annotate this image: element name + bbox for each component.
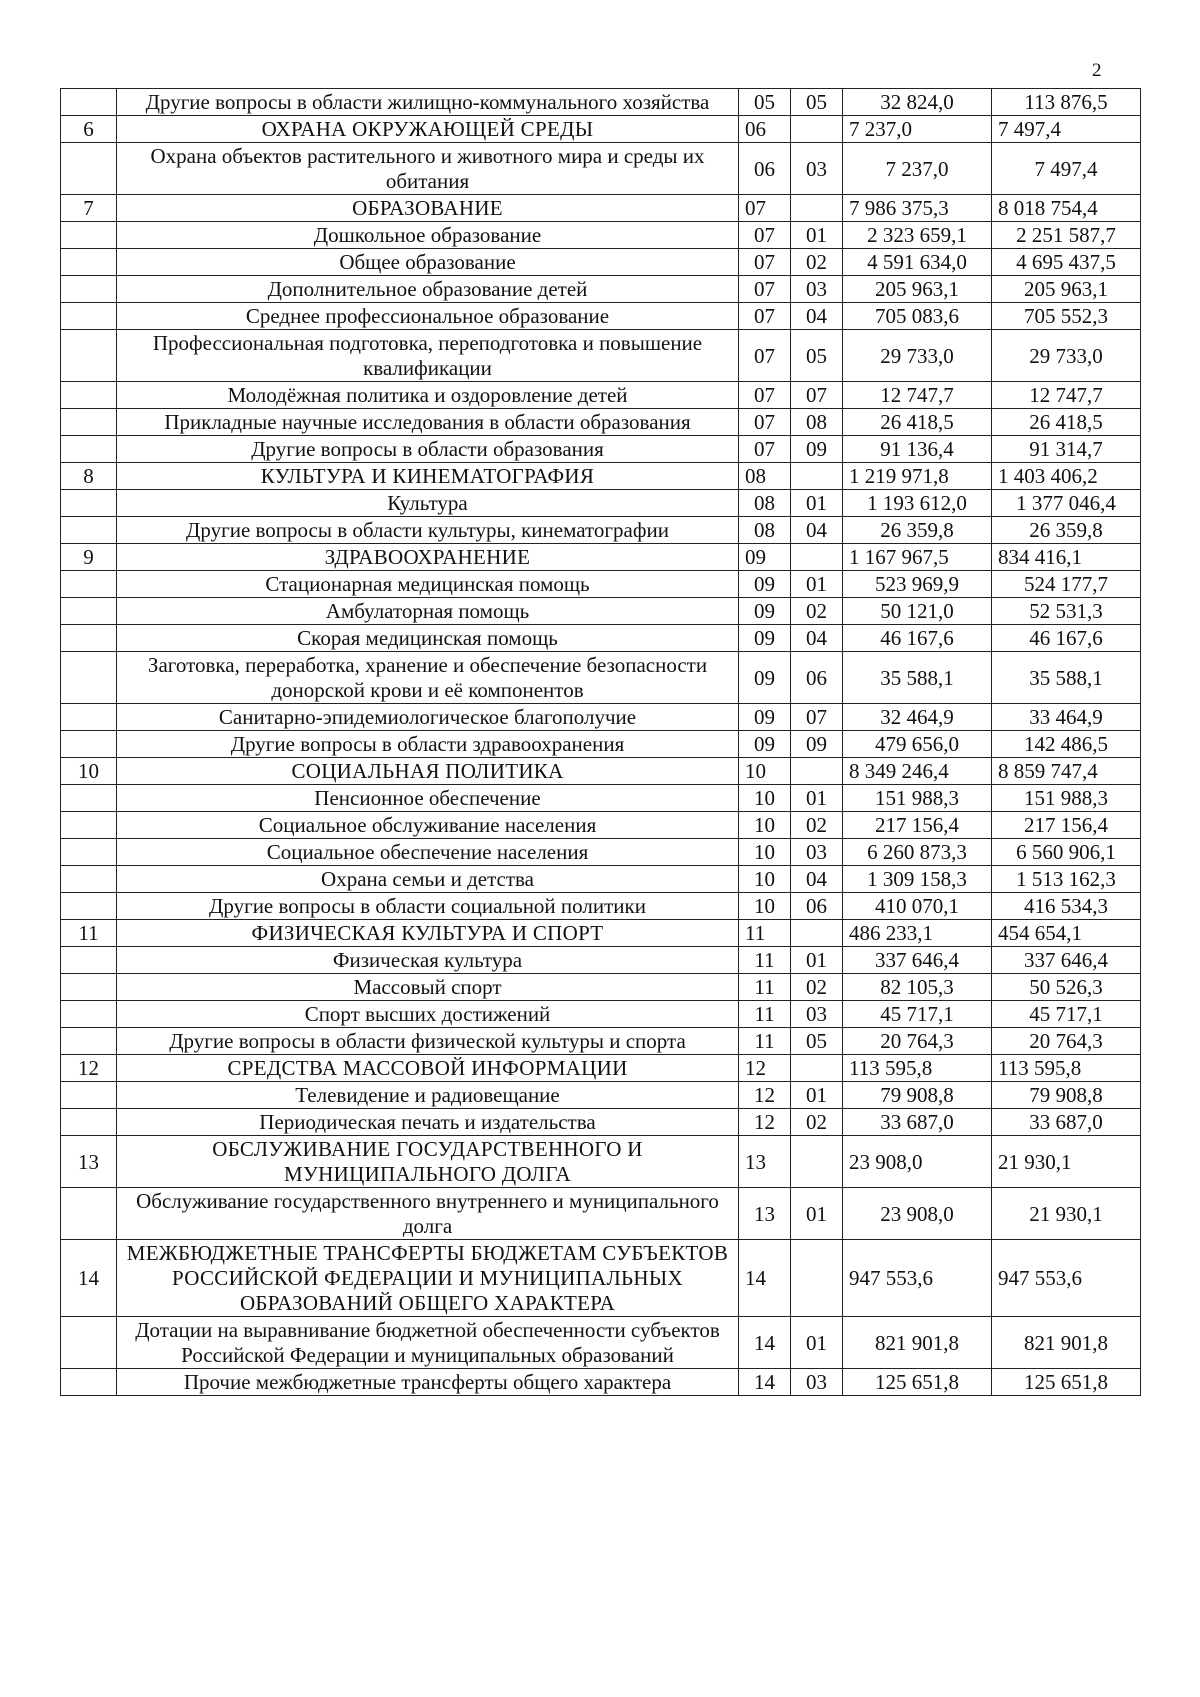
amount-year2-cell: 50 526,3 bbox=[992, 974, 1141, 1001]
row-name-cell: Санитарно-эпидемиологическое благополучие bbox=[117, 704, 739, 731]
section-code-cell: 11 bbox=[739, 1001, 791, 1028]
section-code-cell: 08 bbox=[739, 490, 791, 517]
subsection-code-cell: 02 bbox=[791, 974, 843, 1001]
section-code-cell: 05 bbox=[739, 89, 791, 116]
row-number-cell bbox=[61, 571, 117, 598]
section-code-cell: 06 bbox=[739, 116, 791, 143]
row-number-cell bbox=[61, 1028, 117, 1055]
row-number-cell: 9 bbox=[61, 544, 117, 571]
section-code-cell: 13 bbox=[739, 1188, 791, 1240]
row-number-cell: 14 bbox=[61, 1240, 117, 1317]
row-number-cell bbox=[61, 866, 117, 893]
row-name-cell: Физическая культура bbox=[117, 947, 739, 974]
amount-year1-cell: 486 233,1 bbox=[843, 920, 992, 947]
row-name-cell: Другие вопросы в области здравоохранения bbox=[117, 731, 739, 758]
table-body bbox=[61, 89, 1141, 1396]
row-name-cell: МЕЖБЮДЖЕТНЫЕ ТРАНСФЕРТЫ БЮДЖЕТАМ СУБЪЕКТОВ РОССИЙСКОЙ ФЕДЕРАЦИИ И МУНИЦИПАЛЬНЫХ ОБРАЗОВАНИЙ ОБЩЕГО ХАРАКТЕРА bbox=[117, 1240, 739, 1317]
amount-year1-cell: 337 646,4 bbox=[843, 947, 992, 974]
amount-year2-cell: 142 486,5 bbox=[992, 731, 1141, 758]
amount-year1-cell: 7 237,0 bbox=[843, 116, 992, 143]
row-name-cell: Другие вопросы в области социальной политики bbox=[117, 893, 739, 920]
subsection-code-cell: 01 bbox=[791, 571, 843, 598]
row-number-cell bbox=[61, 276, 117, 303]
section-code-cell: 09 bbox=[739, 625, 791, 652]
section-code-cell: 09 bbox=[739, 731, 791, 758]
row-number-cell bbox=[61, 517, 117, 544]
row-number-cell bbox=[61, 1109, 117, 1136]
page-number: 2 bbox=[1092, 60, 1102, 81]
amount-year1-cell: 32 824,0 bbox=[843, 89, 992, 116]
section-code-cell: 09 bbox=[739, 652, 791, 704]
section-code-cell: 09 bbox=[739, 544, 791, 571]
row-number-cell bbox=[61, 89, 117, 116]
table-row bbox=[61, 1001, 1141, 1028]
subsection-code-cell: 01 bbox=[791, 222, 843, 249]
row-name-cell: Пенсионное обеспечение bbox=[117, 785, 739, 812]
amount-year1-cell: 1 219 971,8 bbox=[843, 463, 992, 490]
amount-year2-cell: 113 876,5 bbox=[992, 89, 1141, 116]
section-code-cell: 10 bbox=[739, 893, 791, 920]
row-number-cell bbox=[61, 974, 117, 1001]
table-row bbox=[61, 974, 1141, 1001]
amount-year1-cell: 23 908,0 bbox=[843, 1188, 992, 1240]
table-row bbox=[61, 839, 1141, 866]
section-code-cell: 07 bbox=[739, 382, 791, 409]
subsection-code-cell: 08 bbox=[791, 409, 843, 436]
table-row bbox=[61, 330, 1141, 382]
subsection-code-cell: 03 bbox=[791, 1001, 843, 1028]
amount-year2-cell: 125 651,8 bbox=[992, 1369, 1141, 1396]
subsection-code-cell bbox=[791, 758, 843, 785]
amount-year1-cell: 50 121,0 bbox=[843, 598, 992, 625]
row-number-cell bbox=[61, 598, 117, 625]
subsection-code-cell: 03 bbox=[791, 276, 843, 303]
amount-year1-cell: 7 237,0 bbox=[843, 143, 992, 195]
amount-year1-cell: 217 156,4 bbox=[843, 812, 992, 839]
section-code-cell: 09 bbox=[739, 598, 791, 625]
amount-year1-cell: 7 986 375,3 bbox=[843, 195, 992, 222]
section-code-cell: 10 bbox=[739, 866, 791, 893]
section-code-cell: 08 bbox=[739, 463, 791, 490]
row-name-cell: Дополнительное образование детей bbox=[117, 276, 739, 303]
amount-year2-cell: 45 717,1 bbox=[992, 1001, 1141, 1028]
table-row bbox=[61, 1109, 1141, 1136]
amount-year2-cell: 7 497,4 bbox=[992, 116, 1141, 143]
row-name-cell: ОХРАНА ОКРУЖАЮЩЕЙ СРЕДЫ bbox=[117, 116, 739, 143]
table-row bbox=[61, 866, 1141, 893]
row-number-cell: 10 bbox=[61, 758, 117, 785]
row-number-cell: 7 bbox=[61, 195, 117, 222]
section-code-cell: 09 bbox=[739, 704, 791, 731]
table-row bbox=[61, 409, 1141, 436]
amount-year2-cell: 21 930,1 bbox=[992, 1136, 1141, 1188]
row-name-cell: Общее образование bbox=[117, 249, 739, 276]
row-number-cell bbox=[61, 409, 117, 436]
row-name-cell: Телевидение и радиовещание bbox=[117, 1082, 739, 1109]
section-code-cell: 07 bbox=[739, 222, 791, 249]
amount-year1-cell: 79 908,8 bbox=[843, 1082, 992, 1109]
subsection-code-cell bbox=[791, 544, 843, 571]
amount-year2-cell: 8 859 747,4 bbox=[992, 758, 1141, 785]
table-row bbox=[61, 731, 1141, 758]
amount-year2-cell: 79 908,8 bbox=[992, 1082, 1141, 1109]
table-row bbox=[61, 1082, 1141, 1109]
subsection-code-cell: 09 bbox=[791, 731, 843, 758]
subsection-code-cell: 05 bbox=[791, 1028, 843, 1055]
amount-year2-cell: 6 560 906,1 bbox=[992, 839, 1141, 866]
row-number-cell bbox=[61, 1082, 117, 1109]
amount-year2-cell: 205 963,1 bbox=[992, 276, 1141, 303]
table-section-row bbox=[61, 1240, 1141, 1317]
row-name-cell: ЗДРАВООХРАНЕНИЕ bbox=[117, 544, 739, 571]
table-row bbox=[61, 143, 1141, 195]
subsection-code-cell: 07 bbox=[791, 704, 843, 731]
subsection-code-cell: 02 bbox=[791, 598, 843, 625]
row-number-cell bbox=[61, 1317, 117, 1369]
amount-year2-cell: 91 314,7 bbox=[992, 436, 1141, 463]
table-row bbox=[61, 625, 1141, 652]
budget-table bbox=[60, 88, 1141, 1396]
row-number-cell: 12 bbox=[61, 1055, 117, 1082]
subsection-code-cell: 01 bbox=[791, 490, 843, 517]
row-name-cell: Заготовка, переработка, хранение и обеспечение безопасности донорской крови и её компонентов bbox=[117, 652, 739, 704]
subsection-code-cell: 05 bbox=[791, 89, 843, 116]
row-number-cell: 6 bbox=[61, 116, 117, 143]
table-row bbox=[61, 704, 1141, 731]
row-name-cell: Другие вопросы в области физической культуры и спорта bbox=[117, 1028, 739, 1055]
section-code-cell: 14 bbox=[739, 1240, 791, 1317]
amount-year1-cell: 1 309 158,3 bbox=[843, 866, 992, 893]
amount-year2-cell: 35 588,1 bbox=[992, 652, 1141, 704]
section-code-cell: 12 bbox=[739, 1055, 791, 1082]
row-number-cell bbox=[61, 652, 117, 704]
amount-year2-cell: 1 513 162,3 bbox=[992, 866, 1141, 893]
table-row bbox=[61, 276, 1141, 303]
row-name-cell: ОБРАЗОВАНИЕ bbox=[117, 195, 739, 222]
row-name-cell: ФИЗИЧЕСКАЯ КУЛЬТУРА И СПОРТ bbox=[117, 920, 739, 947]
amount-year2-cell: 33 464,9 bbox=[992, 704, 1141, 731]
subsection-code-cell: 04 bbox=[791, 866, 843, 893]
amount-year2-cell: 416 534,3 bbox=[992, 893, 1141, 920]
table-section-row bbox=[61, 116, 1141, 143]
row-number-cell bbox=[61, 1188, 117, 1240]
subsection-code-cell bbox=[791, 920, 843, 947]
subsection-code-cell: 04 bbox=[791, 517, 843, 544]
section-code-cell: 09 bbox=[739, 571, 791, 598]
row-number-cell bbox=[61, 249, 117, 276]
table-row bbox=[61, 893, 1141, 920]
amount-year1-cell: 23 908,0 bbox=[843, 1136, 992, 1188]
table-section-row bbox=[61, 920, 1141, 947]
subsection-code-cell bbox=[791, 463, 843, 490]
row-name-cell: Спорт высших достижений bbox=[117, 1001, 739, 1028]
row-number-cell bbox=[61, 1001, 117, 1028]
amount-year1-cell: 125 651,8 bbox=[843, 1369, 992, 1396]
row-name-cell: Прикладные научные исследования в области образования bbox=[117, 409, 739, 436]
row-name-cell: Скорая медицинская помощь bbox=[117, 625, 739, 652]
amount-year1-cell: 35 588,1 bbox=[843, 652, 992, 704]
table-section-row bbox=[61, 758, 1141, 785]
section-code-cell: 13 bbox=[739, 1136, 791, 1188]
subsection-code-cell: 06 bbox=[791, 652, 843, 704]
amount-year2-cell: 834 416,1 bbox=[992, 544, 1141, 571]
amount-year2-cell: 46 167,6 bbox=[992, 625, 1141, 652]
row-number-cell bbox=[61, 490, 117, 517]
amount-year2-cell: 8 018 754,4 bbox=[992, 195, 1141, 222]
amount-year1-cell: 26 418,5 bbox=[843, 409, 992, 436]
row-name-cell: Другие вопросы в области культуры, кинематографии bbox=[117, 517, 739, 544]
subsection-code-cell: 03 bbox=[791, 839, 843, 866]
subsection-code-cell: 03 bbox=[791, 143, 843, 195]
table-row bbox=[61, 785, 1141, 812]
section-code-cell: 11 bbox=[739, 920, 791, 947]
table-row bbox=[61, 1028, 1141, 1055]
subsection-code-cell bbox=[791, 116, 843, 143]
row-number-cell bbox=[61, 382, 117, 409]
row-number-cell bbox=[61, 303, 117, 330]
row-name-cell: КУЛЬТУРА И КИНЕМАТОГРАФИЯ bbox=[117, 463, 739, 490]
amount-year1-cell: 2 323 659,1 bbox=[843, 222, 992, 249]
amount-year2-cell: 26 359,8 bbox=[992, 517, 1141, 544]
table-section-row bbox=[61, 195, 1141, 222]
row-number-cell bbox=[61, 625, 117, 652]
subsection-code-cell: 04 bbox=[791, 625, 843, 652]
amount-year1-cell: 821 901,8 bbox=[843, 1317, 992, 1369]
section-code-cell: 12 bbox=[739, 1082, 791, 1109]
subsection-code-cell: 02 bbox=[791, 249, 843, 276]
amount-year2-cell: 21 930,1 bbox=[992, 1188, 1141, 1240]
table-row bbox=[61, 1188, 1141, 1240]
amount-year1-cell: 410 070,1 bbox=[843, 893, 992, 920]
section-code-cell: 07 bbox=[739, 330, 791, 382]
row-name-cell: Профессиональная подготовка, переподготовка и повышение квалификации bbox=[117, 330, 739, 382]
amount-year2-cell: 524 177,7 bbox=[992, 571, 1141, 598]
amount-year2-cell: 217 156,4 bbox=[992, 812, 1141, 839]
table-row bbox=[61, 436, 1141, 463]
subsection-code-cell: 05 bbox=[791, 330, 843, 382]
row-number-cell bbox=[61, 947, 117, 974]
amount-year1-cell: 1 193 612,0 bbox=[843, 490, 992, 517]
table-section-row bbox=[61, 463, 1141, 490]
row-name-cell: Амбулаторная помощь bbox=[117, 598, 739, 625]
row-name-cell: ОБСЛУЖИВАНИЕ ГОСУДАРСТВЕННОГО И МУНИЦИПАЛЬНОГО ДОЛГА bbox=[117, 1136, 739, 1188]
section-code-cell: 10 bbox=[739, 812, 791, 839]
section-code-cell: 07 bbox=[739, 276, 791, 303]
subsection-code-cell: 01 bbox=[791, 1188, 843, 1240]
row-name-cell: Другие вопросы в области жилищно-коммунального хозяйства bbox=[117, 89, 739, 116]
amount-year2-cell: 1 403 406,2 bbox=[992, 463, 1141, 490]
subsection-code-cell: 01 bbox=[791, 947, 843, 974]
section-code-cell: 14 bbox=[739, 1317, 791, 1369]
amount-year1-cell: 705 083,6 bbox=[843, 303, 992, 330]
amount-year1-cell: 33 687,0 bbox=[843, 1109, 992, 1136]
amount-year1-cell: 91 136,4 bbox=[843, 436, 992, 463]
row-name-cell: Стационарная медицинская помощь bbox=[117, 571, 739, 598]
section-code-cell: 12 bbox=[739, 1109, 791, 1136]
subsection-code-cell: 02 bbox=[791, 812, 843, 839]
row-name-cell: Обслуживание государственного внутреннего и муниципального долга bbox=[117, 1188, 739, 1240]
row-number-cell bbox=[61, 436, 117, 463]
table-row bbox=[61, 598, 1141, 625]
row-name-cell: Социальное обслуживание населения bbox=[117, 812, 739, 839]
section-code-cell: 11 bbox=[739, 947, 791, 974]
row-name-cell: Охрана объектов растительного и животного мира и среды их обитания bbox=[117, 143, 739, 195]
subsection-code-cell: 01 bbox=[791, 1317, 843, 1369]
amount-year1-cell: 205 963,1 bbox=[843, 276, 992, 303]
amount-year1-cell: 8 349 246,4 bbox=[843, 758, 992, 785]
subsection-code-cell bbox=[791, 1136, 843, 1188]
section-code-cell: 11 bbox=[739, 1028, 791, 1055]
subsection-code-cell: 06 bbox=[791, 893, 843, 920]
row-number-cell bbox=[61, 785, 117, 812]
row-name-cell: Массовый спорт bbox=[117, 974, 739, 1001]
row-number-cell bbox=[61, 731, 117, 758]
section-code-cell: 07 bbox=[739, 436, 791, 463]
row-number-cell: 8 bbox=[61, 463, 117, 490]
amount-year2-cell: 151 988,3 bbox=[992, 785, 1141, 812]
row-name-cell: Культура bbox=[117, 490, 739, 517]
table-section-row bbox=[61, 544, 1141, 571]
amount-year1-cell: 113 595,8 bbox=[843, 1055, 992, 1082]
amount-year2-cell: 29 733,0 bbox=[992, 330, 1141, 382]
row-number-cell bbox=[61, 812, 117, 839]
table-row bbox=[61, 1369, 1141, 1396]
amount-year2-cell: 26 418,5 bbox=[992, 409, 1141, 436]
row-number-cell bbox=[61, 222, 117, 249]
section-code-cell: 10 bbox=[739, 839, 791, 866]
table-row bbox=[61, 490, 1141, 517]
amount-year2-cell: 821 901,8 bbox=[992, 1317, 1141, 1369]
section-code-cell: 14 bbox=[739, 1369, 791, 1396]
table-row bbox=[61, 222, 1141, 249]
amount-year2-cell: 20 764,3 bbox=[992, 1028, 1141, 1055]
table-row bbox=[61, 1317, 1141, 1369]
section-code-cell: 07 bbox=[739, 409, 791, 436]
row-name-cell: СРЕДСТВА МАССОВОЙ ИНФОРМАЦИИ bbox=[117, 1055, 739, 1082]
amount-year1-cell: 479 656,0 bbox=[843, 731, 992, 758]
table-row bbox=[61, 249, 1141, 276]
amount-year1-cell: 1 167 967,5 bbox=[843, 544, 992, 571]
amount-year2-cell: 337 646,4 bbox=[992, 947, 1141, 974]
subsection-code-cell: 07 bbox=[791, 382, 843, 409]
table-row bbox=[61, 382, 1141, 409]
table-row bbox=[61, 652, 1141, 704]
subsection-code-cell bbox=[791, 195, 843, 222]
table-row bbox=[61, 812, 1141, 839]
section-code-cell: 06 bbox=[739, 143, 791, 195]
section-code-cell: 08 bbox=[739, 517, 791, 544]
amount-year2-cell: 7 497,4 bbox=[992, 143, 1141, 195]
amount-year2-cell: 2 251 587,7 bbox=[992, 222, 1141, 249]
amount-year2-cell: 52 531,3 bbox=[992, 598, 1141, 625]
section-code-cell: 11 bbox=[739, 974, 791, 1001]
table-row bbox=[61, 89, 1141, 116]
subsection-code-cell: 02 bbox=[791, 1109, 843, 1136]
section-code-cell: 10 bbox=[739, 758, 791, 785]
row-name-cell: Другие вопросы в области образования bbox=[117, 436, 739, 463]
table-row bbox=[61, 303, 1141, 330]
row-name-cell: Охрана семьи и детства bbox=[117, 866, 739, 893]
amount-year1-cell: 151 988,3 bbox=[843, 785, 992, 812]
amount-year2-cell: 113 595,8 bbox=[992, 1055, 1141, 1082]
table-row bbox=[61, 947, 1141, 974]
row-number-cell bbox=[61, 893, 117, 920]
row-name-cell: Прочие межбюджетные трансферты общего характера bbox=[117, 1369, 739, 1396]
section-code-cell: 07 bbox=[739, 303, 791, 330]
row-number-cell bbox=[61, 143, 117, 195]
subsection-code-cell bbox=[791, 1055, 843, 1082]
amount-year1-cell: 32 464,9 bbox=[843, 704, 992, 731]
amount-year1-cell: 6 260 873,3 bbox=[843, 839, 992, 866]
section-code-cell: 07 bbox=[739, 195, 791, 222]
row-name-cell: Периодическая печать и издательства bbox=[117, 1109, 739, 1136]
amount-year1-cell: 82 105,3 bbox=[843, 974, 992, 1001]
amount-year1-cell: 45 717,1 bbox=[843, 1001, 992, 1028]
amount-year2-cell: 947 553,6 bbox=[992, 1240, 1141, 1317]
amount-year1-cell: 523 969,9 bbox=[843, 571, 992, 598]
row-name-cell: Дотации на выравнивание бюджетной обеспеченности субъектов Российской Федерации и муниципальных образований bbox=[117, 1317, 739, 1369]
subsection-code-cell: 09 bbox=[791, 436, 843, 463]
row-number-cell bbox=[61, 330, 117, 382]
amount-year1-cell: 4 591 634,0 bbox=[843, 249, 992, 276]
amount-year2-cell: 12 747,7 bbox=[992, 382, 1141, 409]
amount-year1-cell: 20 764,3 bbox=[843, 1028, 992, 1055]
row-number-cell: 11 bbox=[61, 920, 117, 947]
table-section-row bbox=[61, 1055, 1141, 1082]
section-code-cell: 07 bbox=[739, 249, 791, 276]
subsection-code-cell: 04 bbox=[791, 303, 843, 330]
row-name-cell: СОЦИАЛЬНАЯ ПОЛИТИКА bbox=[117, 758, 739, 785]
subsection-code-cell: 03 bbox=[791, 1369, 843, 1396]
row-name-cell: Социальное обеспечение населения bbox=[117, 839, 739, 866]
table-section-row bbox=[61, 1136, 1141, 1188]
row-number-cell bbox=[61, 1369, 117, 1396]
row-number-cell bbox=[61, 839, 117, 866]
amount-year2-cell: 1 377 046,4 bbox=[992, 490, 1141, 517]
row-name-cell: Молодёжная политика и оздоровление детей bbox=[117, 382, 739, 409]
amount-year2-cell: 705 552,3 bbox=[992, 303, 1141, 330]
amount-year2-cell: 4 695 437,5 bbox=[992, 249, 1141, 276]
subsection-code-cell: 01 bbox=[791, 785, 843, 812]
amount-year1-cell: 947 553,6 bbox=[843, 1240, 992, 1317]
amount-year1-cell: 12 747,7 bbox=[843, 382, 992, 409]
table-row bbox=[61, 517, 1141, 544]
row-number-cell: 13 bbox=[61, 1136, 117, 1188]
amount-year1-cell: 26 359,8 bbox=[843, 517, 992, 544]
amount-year2-cell: 33 687,0 bbox=[992, 1109, 1141, 1136]
subsection-code-cell bbox=[791, 1240, 843, 1317]
subsection-code-cell: 01 bbox=[791, 1082, 843, 1109]
amount-year1-cell: 29 733,0 bbox=[843, 330, 992, 382]
amount-year2-cell: 454 654,1 bbox=[992, 920, 1141, 947]
row-name-cell: Дошкольное образование bbox=[117, 222, 739, 249]
table-row bbox=[61, 571, 1141, 598]
row-name-cell: Среднее профессиональное образование bbox=[117, 303, 739, 330]
amount-year1-cell: 46 167,6 bbox=[843, 625, 992, 652]
section-code-cell: 10 bbox=[739, 785, 791, 812]
row-number-cell bbox=[61, 704, 117, 731]
